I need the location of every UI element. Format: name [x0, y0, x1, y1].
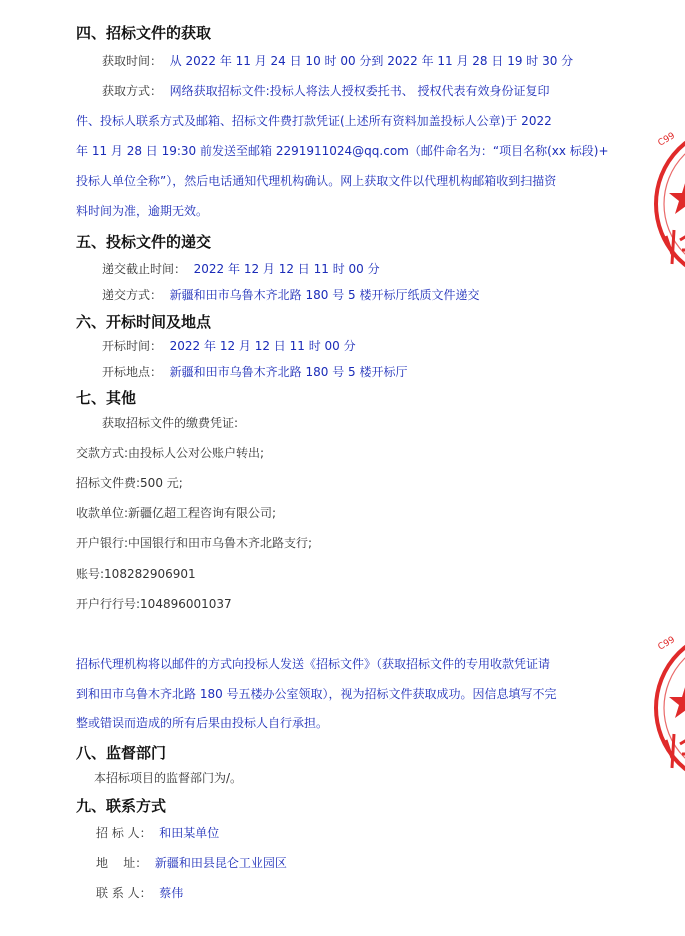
submit-deadline-line [102, 262, 380, 276]
section-6-heading: 六、开标时间及地点 [76, 313, 212, 331]
notice-line-1: 招标代理机构将以邮件的方式向投标人发送《招标文件》（获取招标文件的专用收款凭证请 [76, 657, 551, 671]
submit-deadline-label: 递交截止时间： [102, 262, 187, 276]
address-value: 新疆和田县昆仑工业园区 [154, 856, 287, 870]
payment-method: 交款方式:由投标人公对公账户转出; [76, 446, 265, 460]
address-label: 地 址： [96, 856, 148, 870]
notice-line-2: 到和田市乌鲁木齐北路 180 号五楼办公室领取），视为招标文件获取成功。因信息填写不完 [76, 687, 557, 701]
section-7-heading: 七、其他 [76, 389, 137, 407]
obtain-method-line-5: 料时间为准，逾期无效。 [76, 204, 209, 218]
obtain-time-line [102, 54, 573, 68]
opening-time-value: 2022 年 12 月 12 日 11 时 00 分 [169, 339, 356, 353]
tenderer-line [96, 826, 219, 840]
address-line [96, 856, 287, 870]
obtain-method-text-1: 网络获取招标文件:投标人将法人授权委托书、 授权代表有效身份证复印 [169, 84, 550, 98]
svg-text:C99: C99 [656, 635, 677, 653]
submit-way-value: 新疆和田市乌鲁木齐北路 180 号 5 楼开标厅纸质文件递交 [169, 288, 480, 302]
obtain-method-line-1 [102, 84, 550, 98]
opening-time-line [102, 339, 356, 353]
obtain-method-line-3: 年 11 月 28 日 19:30 前发送至邮箱 2291911024@qq.com（邮件命名为：“项目名称(xx 标段)+ [76, 144, 609, 158]
submit-way-line [102, 288, 479, 302]
contact-value: 蔡伟 [159, 886, 184, 900]
contact-label: 联 系 人： [96, 886, 152, 900]
contact-line [96, 886, 183, 900]
account-number: 账号:108282906901 [76, 567, 196, 581]
section-5-heading: 五、投标文件的递交 [76, 233, 212, 251]
opening-place-value: 新疆和田市乌鲁木齐北路 180 号 5 楼开标厅 [169, 365, 408, 379]
tenderer-value: 和田某单位 [159, 826, 220, 840]
bank-code: 开户行行号:104896001037 [76, 597, 232, 611]
svg-text:C99: C99 [656, 131, 677, 149]
submit-deadline-value: 2022 年 12 月 12 日 11 时 00 分 [193, 262, 380, 276]
obtain-time-value: 从 2022 年 11 月 24 日 10 时 00 分到 2022 年 11 月 28 日 19 时 30 分 [169, 54, 574, 68]
obtain-time-label: 获取时间： [102, 54, 163, 68]
section-9-heading: 九、联系方式 [76, 797, 167, 815]
opening-place-label: 开标地点： [102, 365, 163, 379]
notice-line-3: 整或错误而造成的所有后果由投标人自行承担。 [76, 716, 329, 730]
opening-time-label: 开标时间： [102, 339, 163, 353]
obtain-method-label: 获取方式： [102, 84, 163, 98]
opening-place-line [102, 365, 407, 379]
document-fee: 招标文件费:500 元; [76, 476, 183, 490]
obtain-method-line-2: 件、投标人联系方式及邮箱、招标文件费打款凭证(上述所有资料加盖投标人公章)于 2022 [76, 114, 552, 128]
section-8-heading: 八、监督部门 [76, 744, 167, 762]
payee: 收款单位:新疆亿超工程咨询有限公司; [76, 506, 277, 520]
official-seal-stamp [652, 118, 685, 288]
obtain-method-line-4: 投标人单位全称”），然后电话通知代理机构确认。网上获取文件以代理机构邮箱收到扫描资 [76, 174, 557, 188]
fee-voucher-intro: 获取招标文件的缴费凭证: [102, 416, 239, 430]
bank: 开户银行:中国银行和田市乌鲁木齐北路支行; [76, 536, 313, 550]
section-4-heading: 四、招标文件的获取 [76, 24, 212, 42]
tenderer-label: 招 标 人： [96, 826, 152, 840]
official-seal-stamp-2 [652, 622, 685, 792]
submit-way-label: 递交方式： [102, 288, 163, 302]
supervision-text: 本招标项目的监督部门为/。 [94, 771, 243, 785]
